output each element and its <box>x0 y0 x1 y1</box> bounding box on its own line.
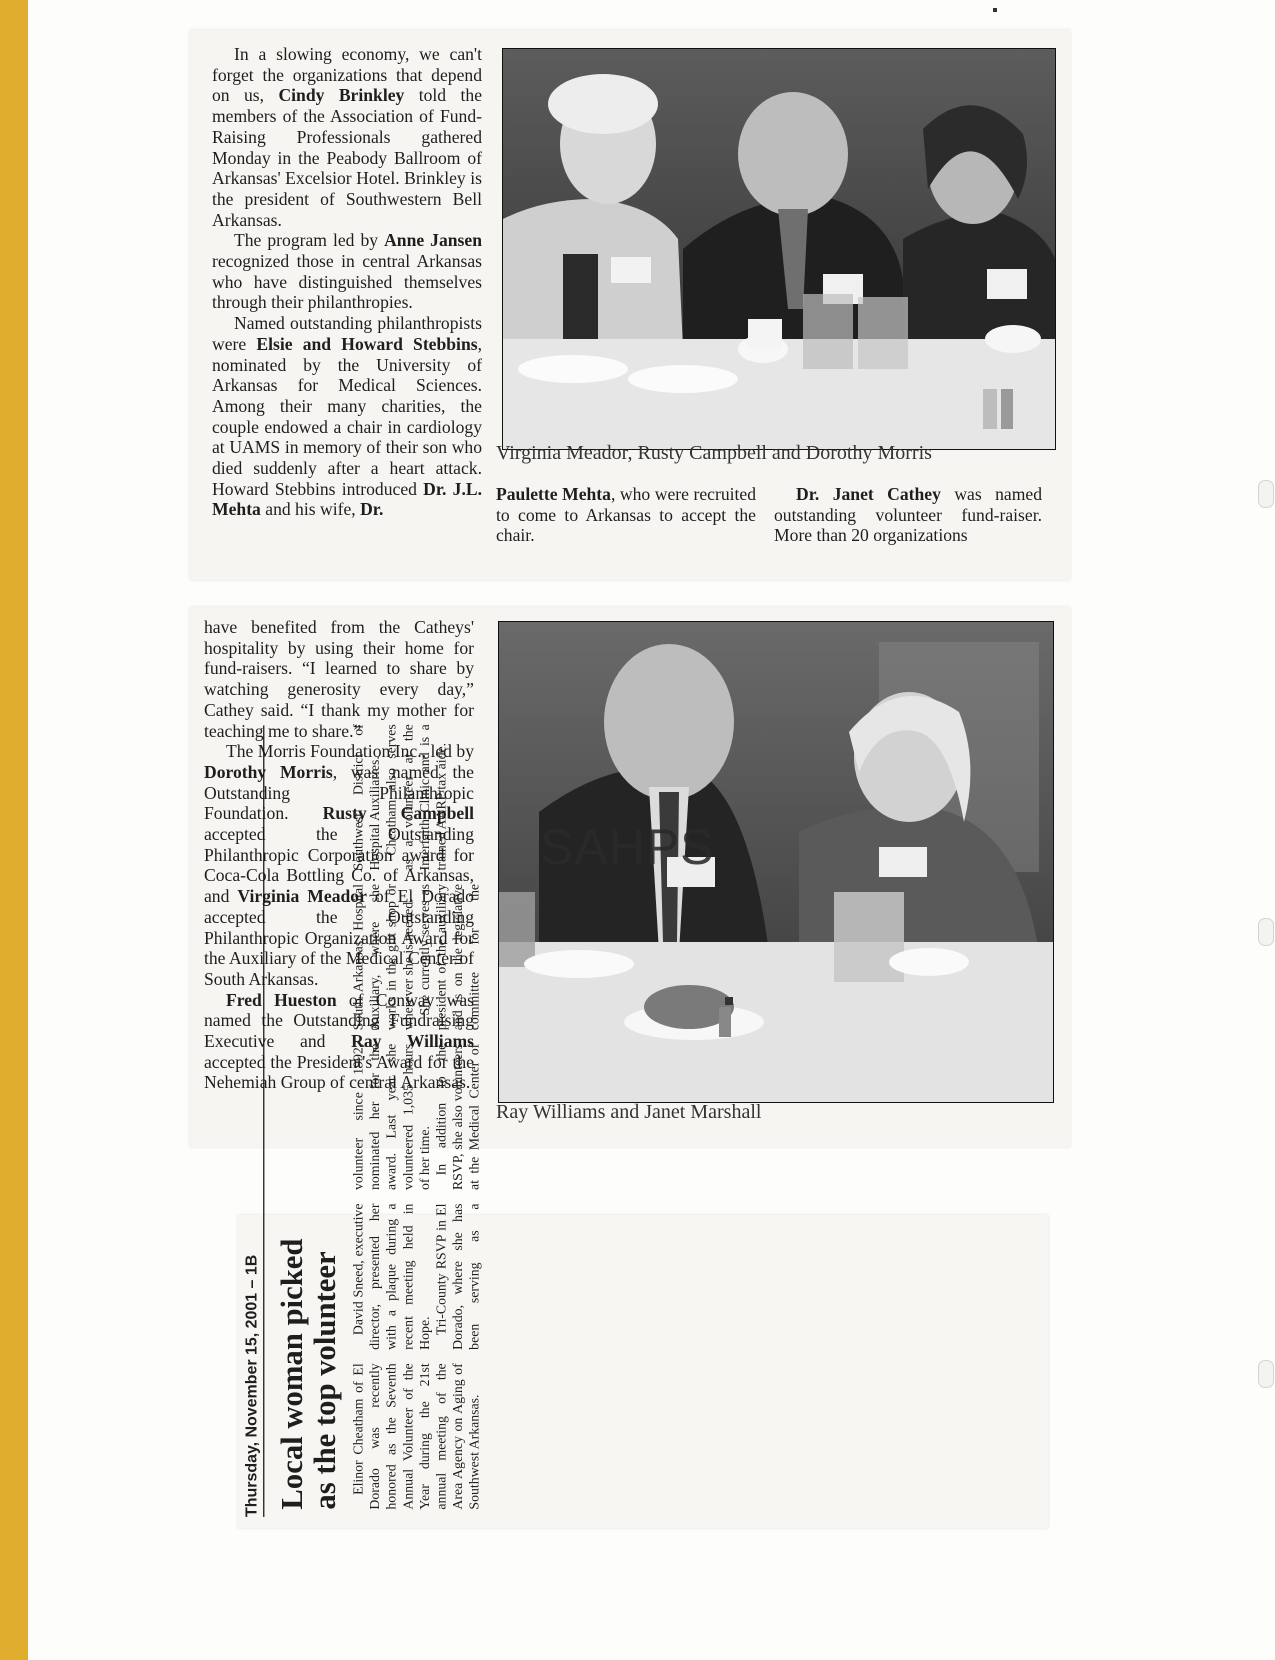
bold-name: Fred Hueston <box>226 989 337 1010</box>
binder-hole <box>1258 918 1274 946</box>
dateline: Thursday, November 15, 2001 – 1B <box>242 725 265 1517</box>
bold-name: Ray Williams <box>351 1031 474 1052</box>
bold-name: Virginia Meador <box>237 886 367 907</box>
top-article-paragraph: Named outstanding philanthropists were Elsie and Howard Stebbins, nominated by the University of Arkansas for Medical Sciences. Among their many charities, the couple endowed a chair in cardiology at UAMS in memory of their son who died suddenly after a heart attack. Howard Stebbins introduced Dr. J.L. Mehta and his wife, Dr. <box>212 313 482 520</box>
binder-edge-strip <box>0 0 28 1660</box>
rotated-article-paragraph: Cheatham also serves as a volunteer at the Interfaith Clinic and is a trained AARP tax aide. <box>383 724 449 871</box>
rotated-article-paragraph: David Sneed, executive director, presented her with a plaque during a recent meeting held in Hope. <box>350 1203 432 1350</box>
rotated-article-paragraph: She currently serves as president of the auxiliary and is on the legislative committee for the Southwest District of Hospital Auxiliaries. <box>350 724 482 1031</box>
photo-image <box>503 49 1055 449</box>
photo-caption-top: Virginia Meador, Rusty Campbell and Dorothy Morris <box>496 442 932 464</box>
top-clipping <box>190 30 1070 580</box>
top-article-column <box>212 44 482 520</box>
top-article-paragraph: In a slowing economy, we can't forget the organizations that depend on us, Cindy Brinkley told the members of the Association of Fund-Raising Professionals gathered Monday in the Peabody Ballroom of Arkansas' Excelsior Hotel. Brinkley is the president of Southwestern Bell Arkansas. <box>212 44 483 230</box>
rotated-article-paragraph: Tri-County RSVP in El Dorado, where she has been serving as a volunteer since 1992, nominated her for the award. Last year she volunteered 1,035 hours of her time. <box>350 1043 482 1350</box>
rotated-article-body <box>350 724 483 1509</box>
middle-article-paragraph: The Morris Foundation Inc., led by Dorothy Morris, was named the Outstanding Philanthropic Foundation. Rusty Campbell accepted the Outstanding Philanthropic Corporation award for Coca-Cola Bottling Co. of Arkansas, and Virginia Meador of El Dorado accepted the Outstanding Philanthropic Organization Award for the Auxiliary of the Medical Center of South Arkansas. <box>204 741 474 989</box>
rotated-article-paragraph: In addition to the RSVP, she also volunteers at the Medical Center of South Arkansas, Hospital Auxiliary, where she works in the gift shop or wherever she is needed. <box>350 883 482 1191</box>
headline <box>275 724 341 1509</box>
middle-article-paragraph: have benefited from the Catheys' hospitality by using their home for fund-raisers. “I learned to share by watching generosity every day,” Cathey said. “I thank my mother for teaching me to share.” <box>204 617 474 741</box>
continued-paragraph: Paulette Mehta, who were recruited to come to Arkansas to accept the chair. <box>496 484 757 546</box>
rotated-article-paragraph: Elinor Cheatham of El Dorado was recently honored as the Seventh Annual Volunteer of the Year during the 21st annual meeting of the Area Agency on Aging of Southwest Arkansas. <box>350 1363 482 1510</box>
rotated-clipping-content <box>238 718 551 1528</box>
photo-three-guests <box>502 48 1056 450</box>
top-article-paragraph: The program led by Anne Jansen recognized those in central Arkansas who have distinguished themselves through their philanthropies. <box>212 230 482 313</box>
bold-name: Dr. <box>360 499 384 520</box>
binder-hole <box>1258 480 1274 508</box>
bold-name: Rusty Campbell <box>322 803 474 824</box>
bold-name: Dr. J.L. Mehta <box>212 478 482 520</box>
top-article-continuation-1 <box>496 484 756 546</box>
page-mark <box>993 8 997 12</box>
watermark: SAHPS <box>540 819 715 875</box>
bold-name: Anne Jansen <box>384 230 482 251</box>
bold-name: Paulette Mehta <box>496 484 611 504</box>
bold-name: Dr. Janet Cathey <box>796 484 941 504</box>
bold-name: Dorothy Morris <box>204 761 333 782</box>
binder-hole <box>1258 1360 1274 1388</box>
bold-name: Elsie and Howard Stebbins <box>256 333 478 354</box>
headline-line: Local woman picked <box>274 1238 309 1510</box>
continued-paragraph: Dr. Janet Cathey was named outstanding volunteer fund-raiser. More than 20 organizations <box>774 484 1042 546</box>
headline-line: as the top volunteer <box>307 1251 342 1510</box>
bold-name: Cindy Brinkley <box>278 85 405 106</box>
photo-caption-middle: Ray Williams and Janet Marshall <box>496 1101 762 1123</box>
top-article-continuation-2 <box>774 484 1042 546</box>
middle-article-paragraph: Fred Hueston of Conway was named the Outstanding Fundraising Executive and Ray Williams accepted the President's Award for the Nehemiah Group of central Arkansas. <box>204 989 475 1093</box>
